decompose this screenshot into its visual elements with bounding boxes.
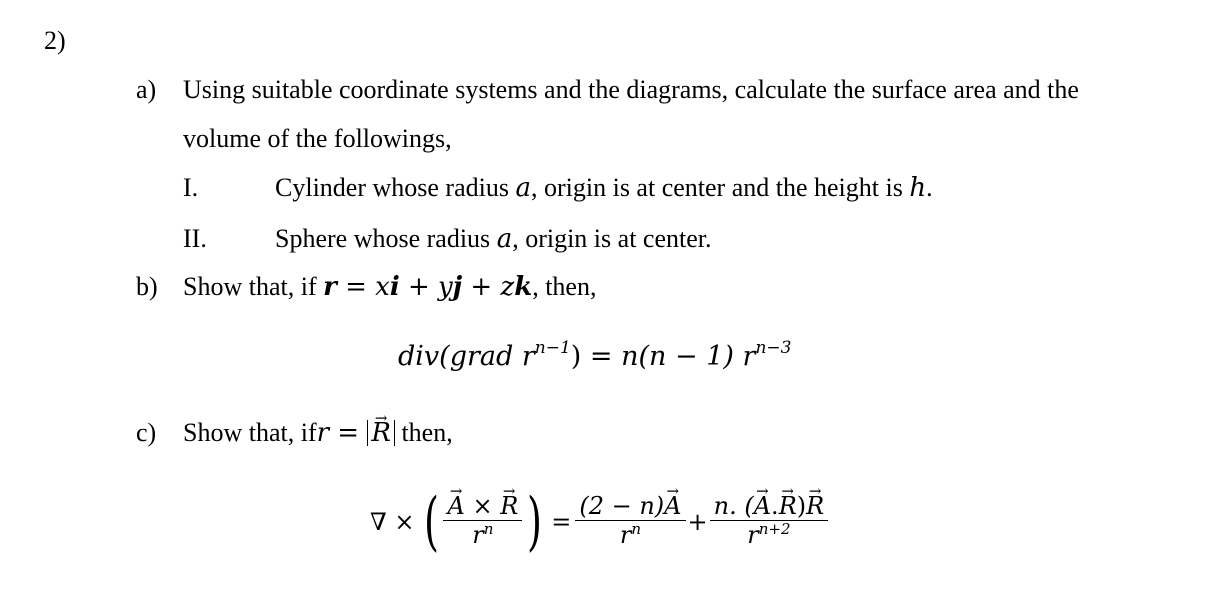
item-2-text-before: Sphere whose radius [275,224,497,253]
formula-b-lhs-close: ) [570,341,582,372]
formula-c-nabla-cross: ∇ × [370,508,415,536]
frac2-den-r: r [619,521,632,549]
part-a-text-line2: volume of the followings, [183,124,452,153]
formula-b-lhs: div(grad r [398,341,535,372]
part-c-label: c) [136,418,157,447]
item-1-var-a: a [515,173,531,203]
formula-b-lhs-exponent: n−1 [534,338,571,358]
part-b-text [183,272,596,302]
part-a-item-2-label: II. [183,224,207,253]
part-b-label: b) [136,272,158,301]
item-1-text-after: . [926,173,933,202]
part-b-text-before: Show that, if [183,272,324,301]
frac3-close-paren: ) [796,492,807,520]
formula-c-fraction-2 [575,492,685,552]
formula-b-rhs: = n(n − 1) r [581,341,756,372]
part-a-label: a) [136,75,157,104]
part-b-var-r: r [323,272,337,302]
part-b-var-i: i [389,272,400,302]
part-b-var-y: y [438,272,453,302]
frac3-vector-R2: R → [806,492,824,520]
item-1-var-h: h [909,173,927,203]
formula-c-right-paren: ) [527,485,543,559]
item-1-text-mid: , origin is at center and the height is [530,173,910,202]
frac3-den-r: r [747,521,759,549]
frac3-num-prefix: n. ( [713,492,754,520]
part-c-vector-R: R → [371,420,391,446]
item-2-text-after: , origin is at center. [512,224,712,253]
part-b-equals: = [336,272,376,302]
part-a-item-1-text [275,173,933,203]
part-c-formula [370,485,828,559]
part-c-text [183,418,453,448]
item-2-var-a: a [496,224,513,254]
frac1-den-exponent: n [483,520,494,538]
part-b-var-k: k [514,272,533,302]
part-b-var-j: j [452,272,463,302]
question-number: 2) [44,26,66,55]
part-a-item-1-label: I. [183,173,199,202]
part-c-equals: = [329,418,368,448]
frac2-den-exponent: n [631,520,641,538]
frac3-den-exponent: n+2 [758,520,791,538]
part-b-var-z: z [500,272,515,302]
frac1-den-r: r [472,521,484,549]
part-b-formula [398,338,792,375]
frac1-vector-R: R → [500,492,518,520]
frac2-num-prefix: (2 − n) [579,492,665,520]
formula-b-rhs-exponent: n−3 [755,338,792,358]
part-b-plus-2: + [462,272,501,302]
part-c-var-r: r [316,418,330,448]
part-c-magnitude [367,420,395,446]
frac1-times: × [464,492,501,520]
part-c-text-after: then, [401,418,453,447]
part-b-plus-1: + [399,272,439,302]
frac1-vector-A: A → [447,492,464,520]
frac3-dot: . [771,492,779,520]
formula-c-equals: = [551,508,572,536]
formula-c-fraction-3 [710,492,829,552]
formula-c-left-paren: ( [423,485,439,559]
part-c-text-before: Show that, if [183,418,317,447]
part-b-text-after: , then, [532,272,597,301]
formula-c-plus: + [687,508,708,536]
frac3-vector-R: R → [779,492,797,520]
frac2-vector-A: A → [664,492,681,520]
frac3-vector-A: A → [754,492,771,520]
formula-c-fraction-1 [443,492,522,552]
part-a-item-2-text [275,224,711,254]
part-a-text-line1: Using suitable coordinate systems and the diagrams, calculate the surface area and the [183,75,1079,104]
item-1-text-before: Cylinder whose radius [275,173,516,202]
part-b-var-x: x [375,272,390,302]
